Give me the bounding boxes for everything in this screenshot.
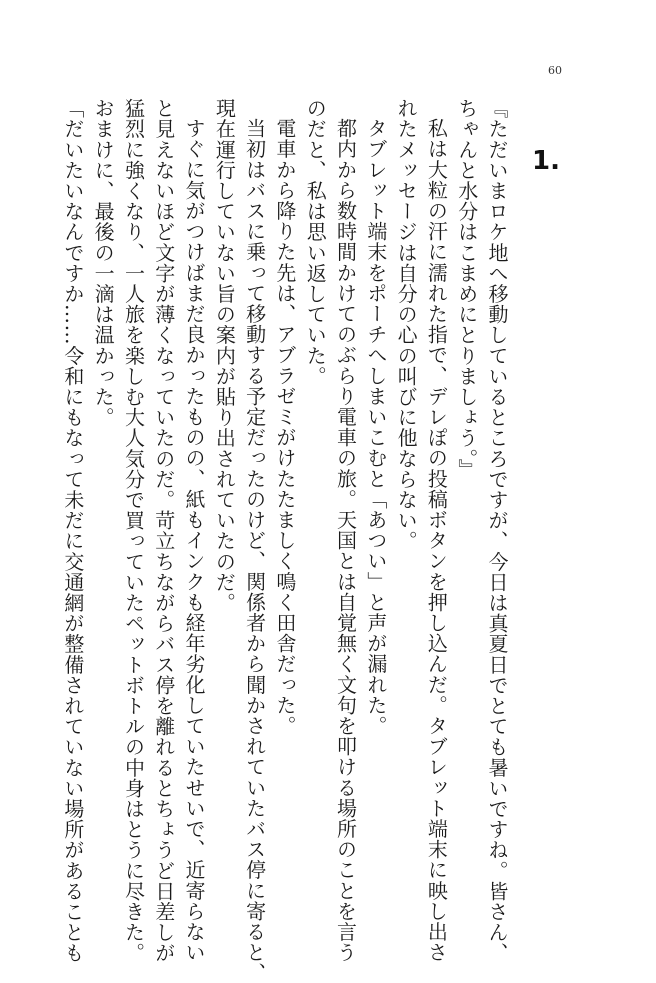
- text-line: タブレット端末をポーチへしまいこむと「あつい」と声が漏れた。: [363, 118, 388, 736]
- text-line: と見えないほど文字が薄くなっていたのだ。苛立ちながらバス停を離れるとちょうど日差しが: [151, 98, 176, 964]
- text-line: 都内から数時間かけてのぶらり電車の旅。天国とは自覚無く文句を叩ける場所のことを言う: [333, 118, 358, 963]
- chapter-number: 1.: [532, 146, 560, 176]
- text-line: 当初はバスに乗って移動する予定だったのけど、関係者から聞かされていたバス停に寄ると、: [242, 118, 267, 983]
- text-line: 『ただいまロケ地へ移動しているところですが、今日は真夏日でとても暑いですね。皆さん、: [485, 98, 509, 964]
- text-line: 現在運行していない旨の案内が貼り出されていたのだ。: [212, 98, 237, 613]
- page-number: 60: [548, 64, 562, 77]
- body-text: [60, 98, 512, 983]
- text-line: れたメッセージは自分の心の叫びに他ならない。: [394, 98, 419, 552]
- text-line: すぐに気がつけばまだ良かったものの、紙もインクも経年劣化していたせいで、近寄らない: [182, 118, 207, 963]
- text-line: ちゃんと水分はこまめにとりましょう。』: [454, 98, 479, 480]
- text-line: 私は大粒の汗に濡れた指で、デレぽの投稿ボタンを押し込んだ。タブレット端末に映し出さ: [424, 118, 449, 963]
- text-line: おまけに、最後の一滴は温かった。: [91, 98, 116, 428]
- text-line: 電車から降りた先は、アブラゼミがけたたましく鳴く田舎だった。: [272, 118, 297, 736]
- text-line: 「だいたいなんですか……令和にもなって未だに交通網が整備されていない場所があることも: [60, 98, 85, 964]
- text-line: 猛烈に強くなり、一人旅を楽しむ大人気分で買っていたペットボトルの中身はとうに尽きた。: [121, 98, 146, 964]
- text-line: のだと、私は思い返していた。: [303, 98, 328, 387]
